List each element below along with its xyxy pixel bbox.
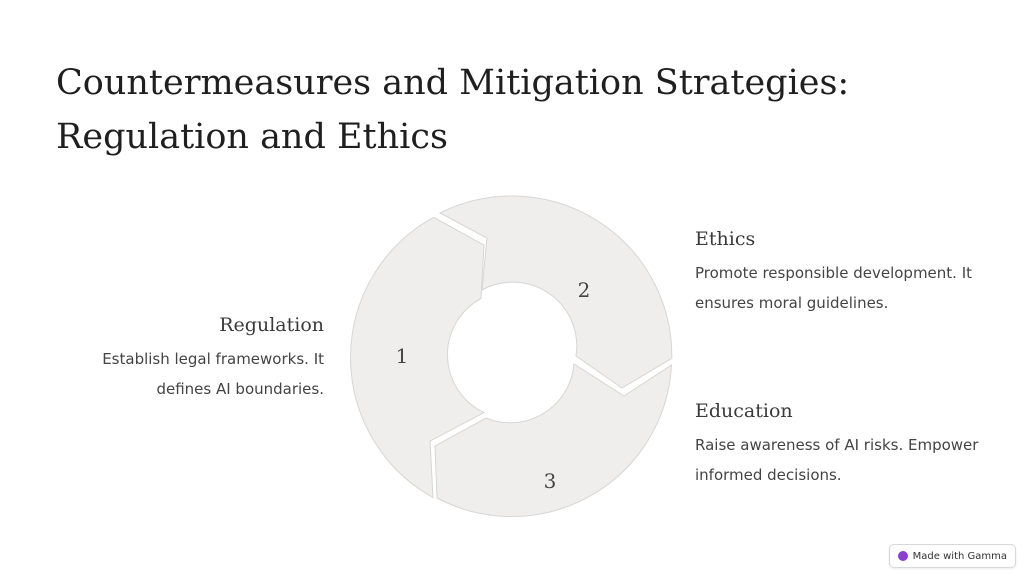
item-heading: Education <box>695 400 793 422</box>
item-description: Promote responsible development. It ensures moral guidelines. <box>695 264 973 312</box>
segment-number-2: 2 <box>577 278 591 302</box>
item-heading: Regulation <box>219 314 324 336</box>
cycle-item-education <box>695 398 985 490</box>
item-heading: Ethics <box>695 228 756 250</box>
item-description: Raise awareness of AI risks. Empower informed decisions. <box>695 436 979 484</box>
gamma-logo-icon <box>898 551 908 561</box>
badge-label: Made with Gamma <box>912 550 1007 562</box>
cycle-item-ethics <box>695 226 985 318</box>
cycle-item-regulation <box>56 312 324 404</box>
item-description: Establish legal frameworks. It defines AI boundaries. <box>102 350 324 398</box>
cycle-segment-3 <box>435 364 672 517</box>
cycle-diagram <box>350 194 674 518</box>
segment-number-1: 1 <box>395 344 409 368</box>
made-with-gamma-badge[interactable] <box>889 544 1016 568</box>
slide-title: Countermeasures and Mitigation Strategies: Regulation and Ethics <box>56 63 850 157</box>
segment-number-3: 3 <box>543 469 557 493</box>
